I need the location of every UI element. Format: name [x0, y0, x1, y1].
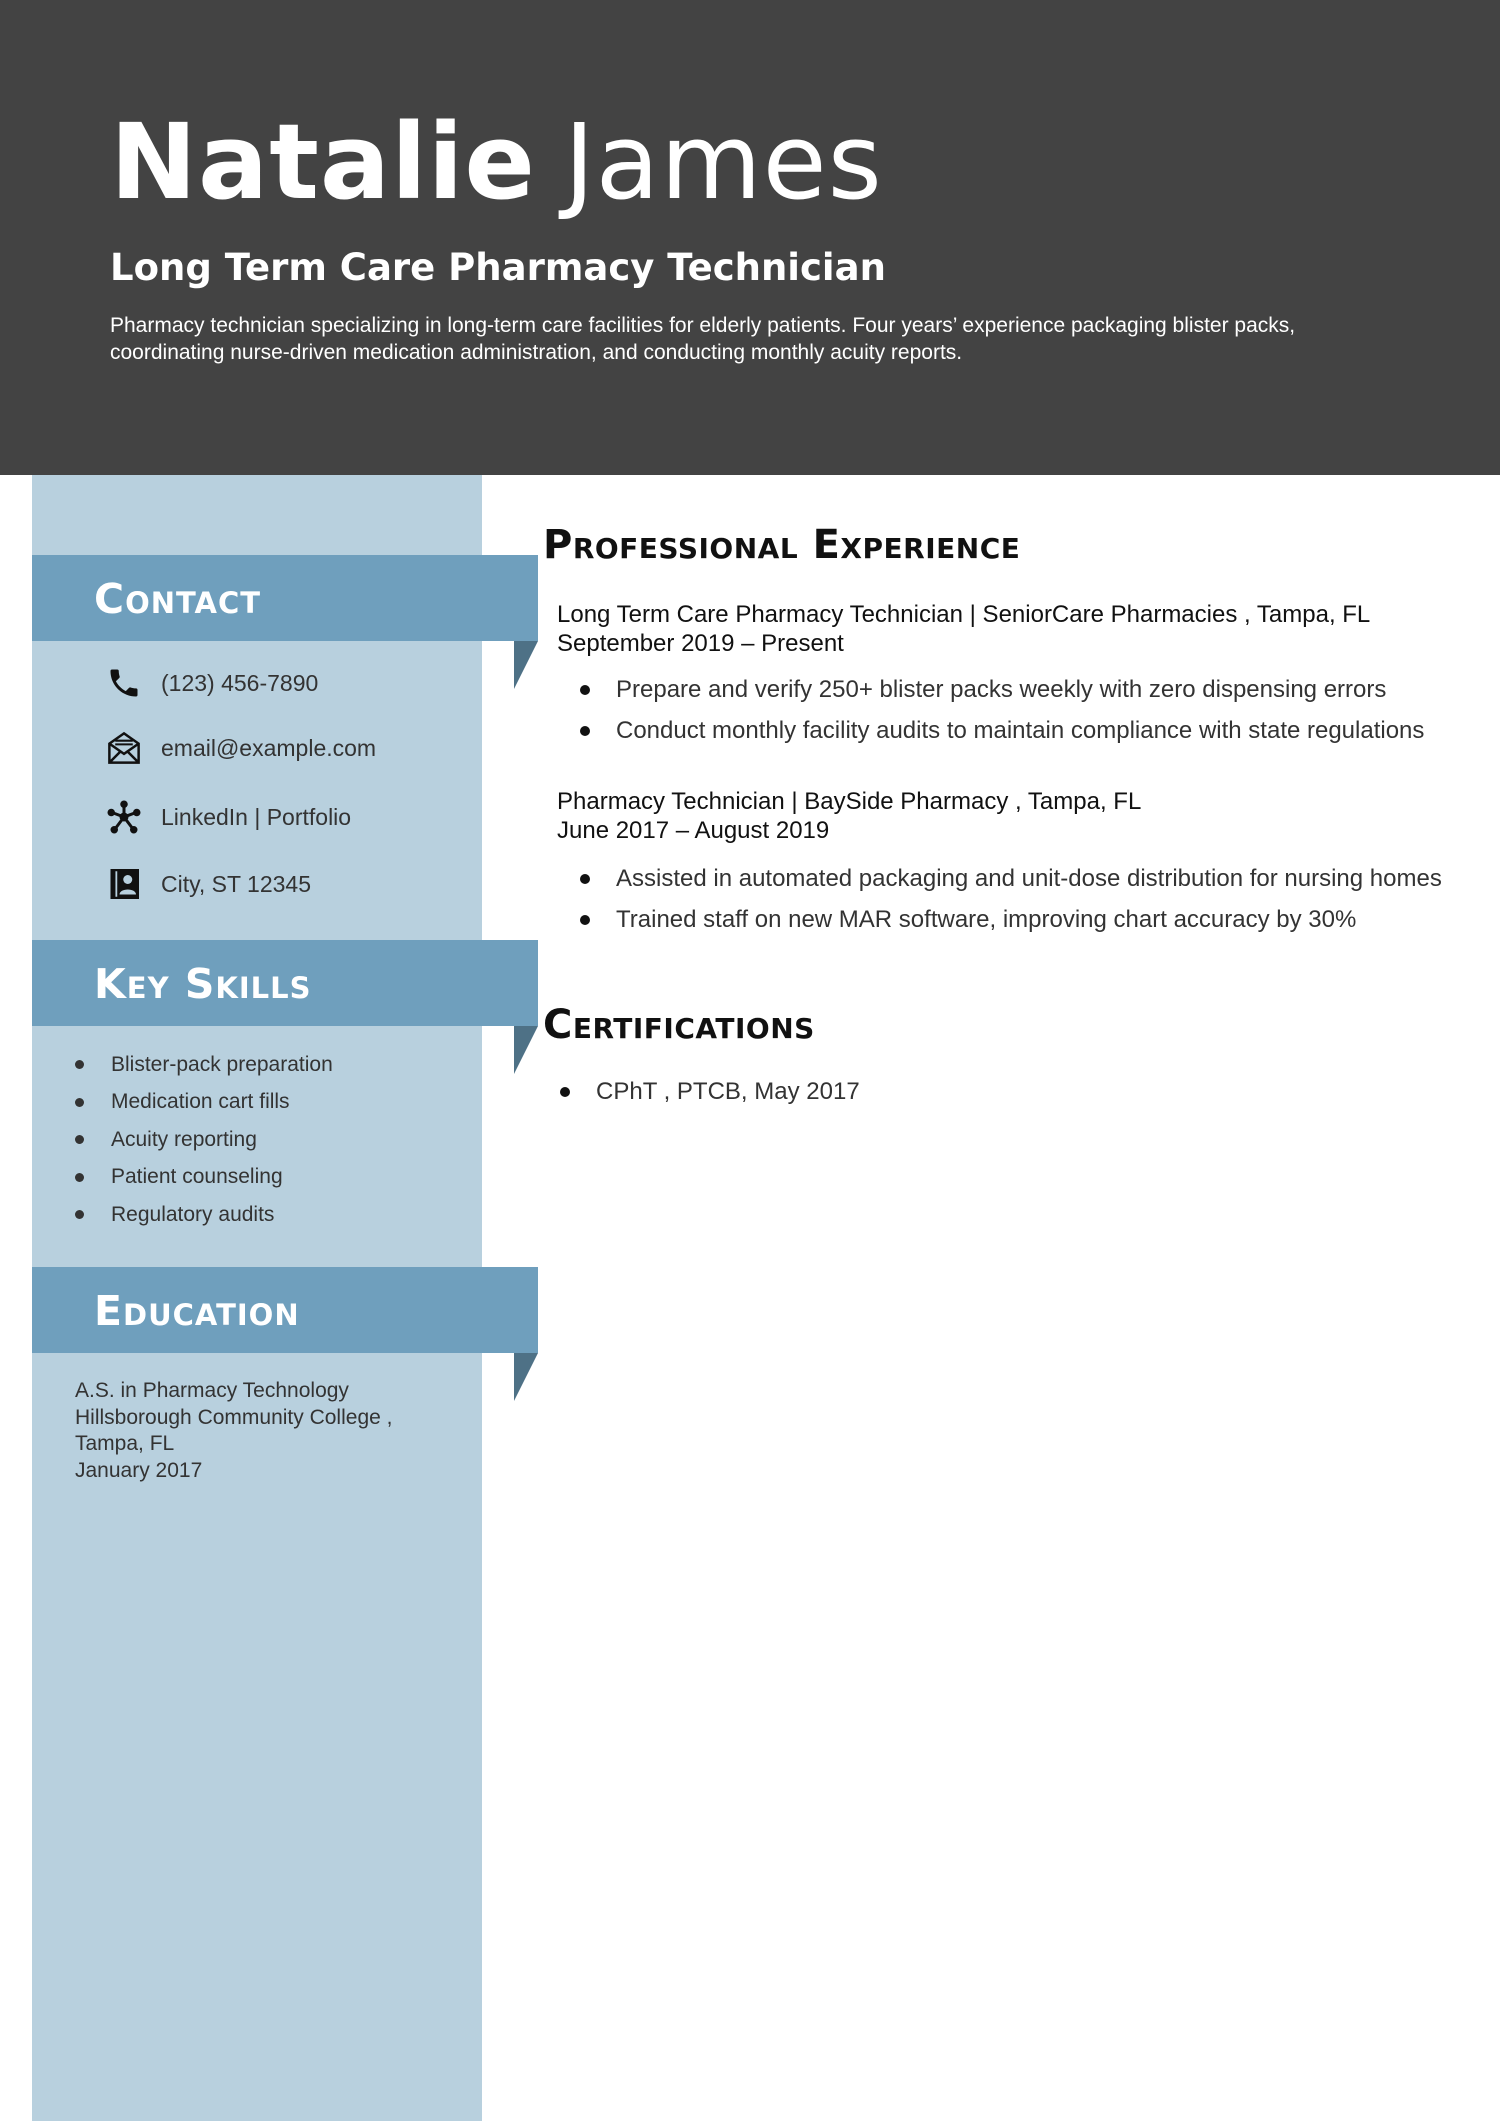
- job-title: Long Term Care Pharmacy Technician: [110, 246, 886, 289]
- job-1-dates: September 2019 – Present: [557, 630, 844, 657]
- bullet-dot: [580, 685, 590, 695]
- contact-links: [104, 797, 351, 837]
- education-section-header: [32, 1267, 538, 1353]
- address-book-icon: [104, 864, 144, 904]
- education-heading: Education: [94, 1287, 300, 1335]
- bullet-dot: [75, 1173, 84, 1182]
- sidebar: [32, 475, 482, 2121]
- list-item: [580, 906, 1460, 934]
- contact-section-header: [32, 555, 538, 641]
- bullet-dot: [580, 874, 590, 884]
- bullet-dot: [75, 1135, 84, 1144]
- contact-band-fold: [514, 641, 538, 689]
- experience-heading: Professional Experience: [543, 522, 1021, 568]
- bullet-dot: [580, 726, 590, 736]
- contact-address: [104, 864, 311, 904]
- job-2-dates: June 2017 – August 2019: [557, 817, 830, 844]
- certifications-heading: Certifications: [543, 1002, 815, 1048]
- skills-band-fold: [514, 1026, 538, 1074]
- first-name: Natalie: [110, 101, 536, 223]
- skill-text: Patient counseling: [111, 1165, 283, 1189]
- bullet-text: Trained staff on new MAR software, improving chart accuracy by 30%: [616, 906, 1357, 933]
- list-item: [75, 1196, 333, 1234]
- list-item: [580, 676, 1460, 704]
- header-banner: [0, 0, 1500, 475]
- contact-phone: [104, 663, 318, 703]
- phone-text: (123) 456-7890: [161, 669, 319, 696]
- certifications-list: [560, 1078, 1440, 1119]
- graduation-date: January 2017: [75, 1458, 203, 1482]
- bullet-dot: [75, 1098, 84, 1107]
- job-1-bullets: [580, 676, 1460, 758]
- list-item: [580, 865, 1460, 893]
- skills-heading: Key Skills: [94, 960, 312, 1008]
- skill-text: Acuity reporting: [111, 1127, 257, 1151]
- network-icon: [104, 797, 144, 837]
- list-item: [560, 1078, 1440, 1106]
- candidate-name: [110, 101, 883, 223]
- bullet-text: Prepare and verify 250+ blister packs weekly with zero dispensing errors: [616, 676, 1387, 703]
- bullet-dot: [580, 915, 590, 925]
- summary-text: Pharmacy technician specializing in long-term care facilities for elderly patients. Four years’ experience packaging blister packs, coordinating nurse-driven medication administration, and conducting monthly acuity reports.: [110, 314, 1296, 364]
- bullet-text: Conduct monthly facility audits to maintain compliance with state regulations: [616, 717, 1425, 744]
- certification-text: CPhT , PTCB, May 2017: [596, 1078, 860, 1105]
- envelope-icon: [104, 728, 144, 768]
- contact-heading: Contact: [94, 575, 262, 623]
- address-text: City, ST 12345: [161, 870, 312, 897]
- bullet-dot: [75, 1210, 84, 1219]
- list-item: [75, 1084, 333, 1122]
- skills-list: [75, 1046, 333, 1234]
- degree-text: A.S. in Pharmacy Technology: [75, 1379, 349, 1402]
- list-item: [580, 717, 1460, 745]
- phone-icon: [104, 663, 144, 703]
- skill-text: Blister-pack preparation: [111, 1052, 333, 1076]
- list-item: [75, 1159, 333, 1197]
- job-1-title: Long Term Care Pharmacy Technician | SeniorCare Pharmacies , Tampa, FL: [557, 601, 1371, 628]
- skill-text: Medication cart fills: [111, 1090, 290, 1114]
- education-details: [75, 1378, 392, 1484]
- school-text: Hillsborough Community College ,: [75, 1405, 393, 1429]
- school-location: Tampa, FL: [75, 1432, 175, 1455]
- list-item: [75, 1121, 333, 1159]
- job-2-bullets: [580, 865, 1460, 947]
- skills-section-header: [32, 940, 538, 1026]
- email-text: email@example.com: [161, 734, 377, 761]
- bullet-text: Assisted in automated packaging and unit-dose distribution for nursing homes: [616, 865, 1442, 892]
- job-2-title: Pharmacy Technician | BaySide Pharmacy , Tampa, FL: [557, 788, 1142, 815]
- skill-text: Regulatory audits: [111, 1202, 275, 1226]
- list-item: [75, 1046, 333, 1084]
- bullet-dot: [560, 1087, 570, 1097]
- education-band-fold: [514, 1353, 538, 1401]
- bullet-dot: [75, 1060, 84, 1069]
- contact-email: [104, 728, 376, 768]
- last-name: James: [563, 101, 883, 223]
- links-text: LinkedIn | Portfolio: [161, 803, 352, 830]
